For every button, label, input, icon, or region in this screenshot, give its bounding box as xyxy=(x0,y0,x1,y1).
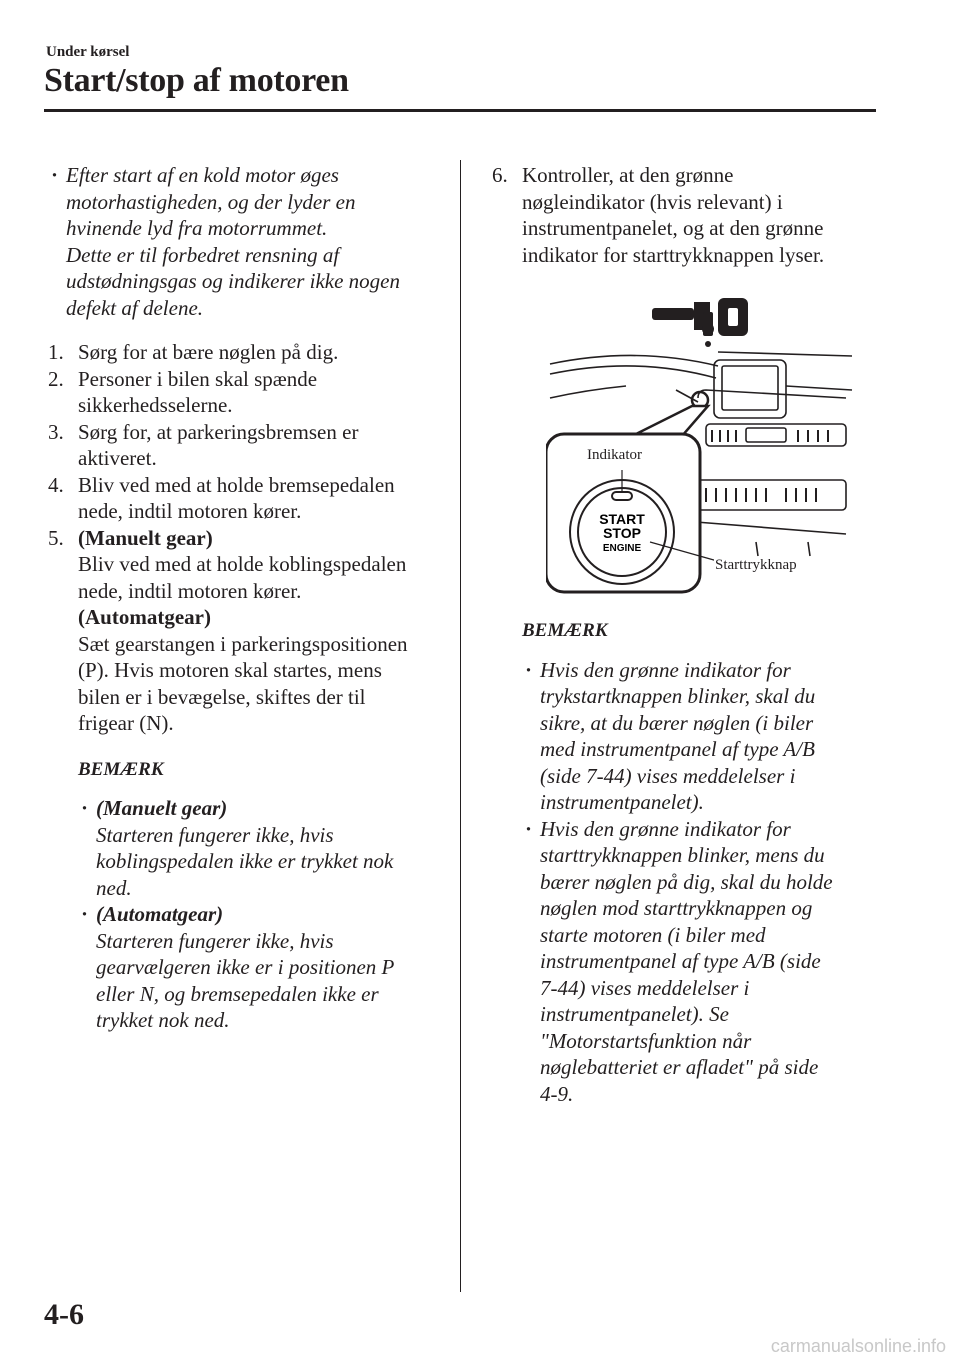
step-line: Sørg for, at parkeringsbremsen er xyxy=(78,419,359,444)
note-line: · Hvis den grønne indikator for xyxy=(540,657,791,682)
right-column-step6 xyxy=(492,162,872,268)
note-line: starttrykknappen blinker, mens du xyxy=(540,843,825,867)
indicator-label: Indikator xyxy=(587,447,642,463)
button-text-engine: ENGINE xyxy=(602,543,642,554)
step-number: 5. xyxy=(48,525,64,550)
note-item-heading: · (Automatgear) xyxy=(96,902,224,926)
step-number: 3. xyxy=(48,419,64,444)
step-line: Personer i bilen skal spænde xyxy=(78,366,318,391)
callout-wedge xyxy=(632,406,708,436)
note-item-heading: · (Manuelt gear) xyxy=(96,796,228,820)
intro-line: Dette er til forbedret rensning af xyxy=(66,242,340,267)
step-line: Sæt gearstangen i parkeringspositionen xyxy=(78,631,408,656)
note-line: Starteren fungerer ikke, hvis xyxy=(96,928,334,953)
step-line: nøgleindikator (hvis relevant) i xyxy=(522,189,783,214)
note-item xyxy=(78,795,443,901)
note-line: instrumentpanel af type A/B (side xyxy=(540,949,821,973)
step-6 xyxy=(492,162,872,268)
note-line: instrumentpanelet). Se xyxy=(540,1002,729,1026)
note-line: bærer nøglen på dig, skal du holde xyxy=(540,869,833,894)
intro-bullet xyxy=(48,162,443,321)
intro-line: hvinende lyd fra motorrummet. xyxy=(66,216,328,240)
note-line: 7-44) vises meddelelser i xyxy=(540,975,750,1000)
step-number: 4. xyxy=(48,472,64,497)
green-indicator-lamp xyxy=(612,492,632,500)
button-text-start: START xyxy=(599,511,645,527)
step-number: 2. xyxy=(48,366,64,391)
note-item xyxy=(78,901,443,1034)
note-line: nøglebatteriet er afladet" på side xyxy=(540,1055,819,1079)
note-line: (side 7-44) vises meddelelser i xyxy=(540,763,796,788)
intro-line: defekt af delene. xyxy=(66,295,204,320)
note-title: BEMÆRK xyxy=(78,758,164,780)
note-line: nøglen mod starttrykknappen og xyxy=(540,896,813,920)
step-line: instrumentpanelet, og at den grønne xyxy=(522,216,824,240)
step-5 xyxy=(48,525,443,737)
step-line: indikator for starttrykknappen lyser. xyxy=(522,242,825,267)
step-line: Bliv ved med at holde bremsepedalen xyxy=(78,472,395,497)
note-line: gearvælgeren ikke er i positionen P xyxy=(96,955,395,979)
step-3 xyxy=(48,419,443,472)
note-item xyxy=(522,657,872,816)
note-title: BEMÆRK xyxy=(522,620,608,641)
note-line: 4-9. xyxy=(540,1081,574,1106)
note-line: med instrumentpanel af type A/B xyxy=(540,737,815,761)
note-line: trykket nok ned. xyxy=(96,1008,230,1032)
note-line: instrumentpanelet). xyxy=(540,790,704,814)
step5-auto-heading: (Automatgear) xyxy=(78,605,211,629)
right-column-note xyxy=(522,618,872,1107)
key-indicator-icon xyxy=(652,298,748,347)
step-line: Kontroller, at den grønne xyxy=(522,163,734,187)
column-divider xyxy=(460,160,461,1292)
left-column xyxy=(48,162,443,1034)
note-line: sikre, at du bærer nøglen (i biler xyxy=(540,710,814,735)
note-line: Starteren fungerer ikke, hvis xyxy=(96,822,334,847)
dashboard-drawing xyxy=(546,294,856,594)
note-line: · Hvis den grønne indikator for xyxy=(540,816,791,841)
vent-slats xyxy=(706,430,828,502)
left-note xyxy=(48,757,443,1034)
intro-line: motorhastigheden, og der lyder en xyxy=(66,189,356,214)
note-line: eller N, og bremsepedalen ikke er xyxy=(96,981,379,1006)
intro-line: udstødningsgas og indikerer ikke nogen xyxy=(66,269,401,293)
page-title: Start/stop af motoren xyxy=(44,62,349,99)
step-line: bilen er i bevægelse, skiftes der til xyxy=(78,684,366,709)
note-line: ned. xyxy=(96,875,132,900)
intro-line: · Efter start af en kold motor øges xyxy=(66,163,339,187)
step-line: frigear (N). xyxy=(78,711,174,735)
section-label: Under kørsel xyxy=(46,44,130,60)
watermark: carmanualsonline.info xyxy=(770,1336,946,1356)
step-number: 1. xyxy=(48,340,64,364)
step-line: nede, indtil motoren kører. xyxy=(78,578,302,603)
step-2 xyxy=(48,366,443,419)
page-number: 4-6 xyxy=(44,1298,84,1331)
note-line: trykstartknappen blinker, skal du xyxy=(540,684,816,708)
title-rule xyxy=(44,109,876,112)
step-4 xyxy=(48,472,443,525)
step-1 xyxy=(48,339,443,366)
step-line: Bliv ved med at holde koblingspedalen xyxy=(78,552,407,576)
start-button-label: Starttrykknap xyxy=(715,557,797,573)
note-line: starte motoren (i biler med xyxy=(540,922,766,947)
step-line: Sørg for at bære nøglen på dig. xyxy=(78,340,339,364)
step-line: aktiveret. xyxy=(78,446,157,470)
note-line: "Motorstartsfunktion når xyxy=(540,1028,752,1053)
step-number: 6. xyxy=(492,163,508,187)
step-line: nede, indtil motoren kører. xyxy=(78,499,302,523)
note-line: koblingspedalen ikke er trykket nok xyxy=(96,849,394,873)
step-line: sikkerhedsselerne. xyxy=(78,393,233,417)
note-item xyxy=(522,816,872,1108)
step5-manual-heading: (Manuelt gear) xyxy=(78,525,213,550)
start-button-illustration xyxy=(546,294,856,594)
button-text-stop: STOP xyxy=(603,525,641,541)
step-line: (P). Hvis motoren skal startes, mens xyxy=(78,658,382,682)
